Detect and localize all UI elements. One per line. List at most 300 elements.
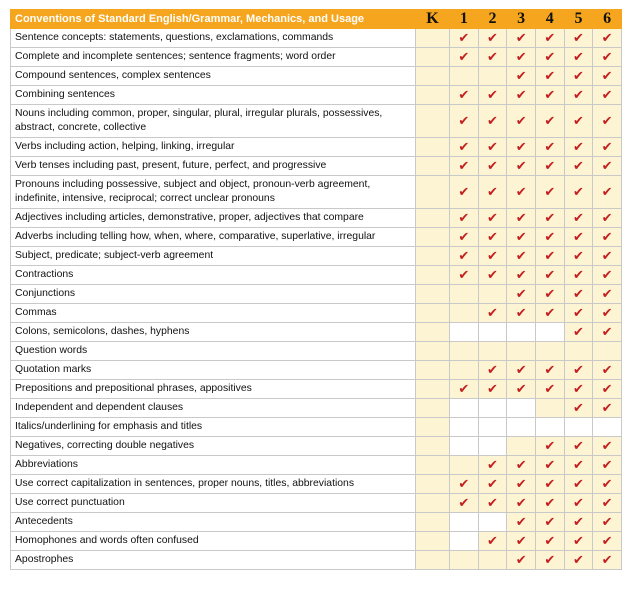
topic-label: Quotation marks	[11, 361, 416, 380]
topic-label: Nouns including common, proper, singular, plural, irregular plurals, possessives, abstract, concrete, collective	[11, 105, 416, 138]
checkmark-icon: ✔	[487, 139, 498, 155]
grade-2-cell	[478, 304, 507, 323]
grade-3-cell	[507, 247, 536, 266]
checkmark-icon: ✔	[515, 457, 527, 473]
table-row	[11, 48, 622, 67]
checkmark-icon: ✔	[515, 476, 527, 492]
topic-label: Use correct capitalization in sentences, proper nouns, titles, abbreviations	[11, 475, 416, 494]
grade-k-header: K	[416, 10, 450, 29]
checkmark-icon: ✔	[544, 552, 556, 568]
topic-label: Colons, semicolons, dashes, hyphens	[11, 323, 416, 342]
checkmark-icon: ✔	[458, 267, 470, 283]
grade-2-cell	[478, 494, 507, 513]
grade-5-cell	[564, 29, 593, 48]
grade-5-cell	[564, 323, 593, 342]
grade-k-cell	[416, 105, 450, 138]
table-row	[11, 418, 622, 437]
grade-4-cell	[535, 361, 564, 380]
checkmark-icon: ✔	[544, 210, 556, 226]
grade-5-cell	[564, 418, 593, 437]
grade-3-cell	[507, 342, 536, 361]
grade-k-cell	[416, 380, 450, 399]
checkmark-icon: ✔	[573, 184, 584, 200]
checkmark-icon: ✔	[515, 286, 527, 302]
checkmark-icon: ✔	[601, 49, 613, 65]
grade-k-cell	[416, 176, 450, 209]
checkmark-icon: ✔	[487, 158, 498, 174]
grade-2-cell	[478, 380, 507, 399]
checkmark-icon: ✔	[515, 552, 527, 568]
grade-5-cell	[564, 342, 593, 361]
grade-3-cell	[507, 323, 536, 342]
table-row	[11, 342, 622, 361]
grade-k-cell	[416, 228, 450, 247]
topic-label: Verbs including action, helping, linking, irregular	[11, 138, 416, 157]
topic-label: Use correct punctuation	[11, 494, 416, 513]
grade-6-cell	[593, 29, 622, 48]
grade-4-cell	[535, 513, 564, 532]
grade-6-cell	[593, 380, 622, 399]
topic-label: Italics/underlining for emphasis and titles	[11, 418, 416, 437]
grade-4-cell	[535, 228, 564, 247]
grade-1-cell	[450, 551, 479, 570]
checkmark-icon: ✔	[544, 476, 556, 492]
grade-4-cell	[535, 456, 564, 475]
checkmark-icon: ✔	[573, 30, 584, 46]
grade-3-cell	[507, 494, 536, 513]
checkmark-icon: ✔	[544, 381, 556, 397]
grade-4-cell	[535, 48, 564, 67]
grade-2-cell	[478, 86, 507, 105]
grade-6-cell	[593, 475, 622, 494]
grade-6-cell	[593, 399, 622, 418]
table-row	[11, 157, 622, 176]
checkmark-icon: ✔	[544, 139, 556, 155]
grade-2-cell	[478, 437, 507, 456]
standards-chart	[10, 9, 622, 570]
checkmark-icon: ✔	[487, 305, 498, 321]
checkmark-icon: ✔	[458, 113, 470, 129]
grade-2-cell	[478, 67, 507, 86]
checkmark-icon: ✔	[544, 305, 556, 321]
grade-6-cell	[593, 209, 622, 228]
checkmark-icon: ✔	[515, 87, 527, 103]
checkmark-icon: ✔	[573, 438, 584, 454]
checkmark-icon: ✔	[573, 476, 584, 492]
checkmark-icon: ✔	[487, 533, 498, 549]
grade-2-header: 2	[478, 10, 507, 29]
grade-3-cell	[507, 380, 536, 399]
grade-4-cell	[535, 157, 564, 176]
topic-label: Conjunctions	[11, 285, 416, 304]
checkmark-icon: ✔	[573, 514, 584, 530]
topic-label: Homophones and words often confused	[11, 532, 416, 551]
grade-6-cell	[593, 86, 622, 105]
grade-4-cell	[535, 86, 564, 105]
checkmark-icon: ✔	[573, 533, 584, 549]
grade-k-cell	[416, 67, 450, 86]
checkmark-icon: ✔	[573, 139, 584, 155]
grade-1-cell	[450, 176, 479, 209]
grade-k-cell	[416, 304, 450, 323]
grade-3-cell	[507, 437, 536, 456]
topic-label: Pronouns including possessive, subject and object, pronoun-verb agreement, indefinite, intensive, reciprocal; correct unclear pronouns	[11, 176, 416, 209]
grade-2-cell	[478, 399, 507, 418]
chart-title: Conventions of Standard English/Grammar, Mechanics, and Usage	[11, 10, 416, 29]
checkmark-icon: ✔	[573, 457, 584, 473]
grade-6-cell	[593, 323, 622, 342]
grade-k-cell	[416, 513, 450, 532]
checkmark-icon: ✔	[601, 139, 613, 155]
checkmark-icon: ✔	[573, 495, 584, 511]
grade-1-cell	[450, 209, 479, 228]
grade-k-cell	[416, 209, 450, 228]
checkmark-icon: ✔	[573, 400, 584, 416]
grade-5-cell	[564, 437, 593, 456]
topic-label: Abbreviations	[11, 456, 416, 475]
grade-3-cell	[507, 67, 536, 86]
table-row	[11, 266, 622, 285]
grade-1-cell	[450, 304, 479, 323]
grade-4-cell	[535, 105, 564, 138]
checkmark-icon: ✔	[544, 248, 556, 264]
grade-2-cell	[478, 532, 507, 551]
grade-4-cell	[535, 266, 564, 285]
checkmark-icon: ✔	[544, 229, 556, 245]
checkmark-icon: ✔	[601, 113, 613, 129]
grade-1-cell	[450, 29, 479, 48]
grade-2-cell	[478, 342, 507, 361]
grade-2-cell	[478, 247, 507, 266]
grade-5-cell	[564, 380, 593, 399]
grade-4-cell	[535, 418, 564, 437]
grade-5-cell	[564, 105, 593, 138]
grade-3-header: 3	[507, 10, 536, 29]
checkmark-icon: ✔	[515, 229, 527, 245]
grade-6-cell	[593, 418, 622, 437]
grade-3-cell	[507, 304, 536, 323]
grade-1-cell	[450, 323, 479, 342]
grade-k-cell	[416, 456, 450, 475]
grade-3-cell	[507, 176, 536, 209]
checkmark-icon: ✔	[515, 210, 527, 226]
grade-4-header: 4	[535, 10, 564, 29]
checkmark-icon: ✔	[544, 68, 556, 84]
grade-4-cell	[535, 551, 564, 570]
grade-k-cell	[416, 138, 450, 157]
checkmark-icon: ✔	[544, 286, 556, 302]
grade-k-cell	[416, 551, 450, 570]
checkmark-icon: ✔	[544, 514, 556, 530]
topic-label: Independent and dependent clauses	[11, 399, 416, 418]
checkmark-icon: ✔	[487, 30, 498, 46]
grade-1-cell	[450, 266, 479, 285]
checkmark-icon: ✔	[458, 248, 470, 264]
grade-6-cell	[593, 48, 622, 67]
checkmark-icon: ✔	[573, 210, 584, 226]
topic-label: Negatives, correcting double negatives	[11, 437, 416, 456]
table-row	[11, 399, 622, 418]
checkmark-icon: ✔	[601, 68, 613, 84]
grade-k-cell	[416, 285, 450, 304]
grade-4-cell	[535, 176, 564, 209]
checkmark-icon: ✔	[458, 139, 470, 155]
grade-k-cell	[416, 361, 450, 380]
checkmark-icon: ✔	[458, 476, 470, 492]
checkmark-icon: ✔	[544, 533, 556, 549]
checkmark-icon: ✔	[573, 362, 584, 378]
checkmark-icon: ✔	[487, 476, 498, 492]
checkmark-icon: ✔	[515, 267, 527, 283]
checkmark-icon: ✔	[458, 210, 470, 226]
checkmark-icon: ✔	[573, 267, 584, 283]
checkmark-icon: ✔	[601, 381, 613, 397]
grade-6-cell	[593, 157, 622, 176]
table-row	[11, 361, 622, 380]
checkmark-icon: ✔	[515, 139, 527, 155]
checkmark-icon: ✔	[573, 113, 584, 129]
grade-3-cell	[507, 475, 536, 494]
grade-6-cell	[593, 285, 622, 304]
grade-4-cell	[535, 437, 564, 456]
table-row	[11, 138, 622, 157]
checkmark-icon: ✔	[458, 229, 470, 245]
checkmark-icon: ✔	[487, 362, 498, 378]
grade-1-cell	[450, 513, 479, 532]
checkmark-icon: ✔	[515, 49, 527, 65]
grade-1-cell	[450, 105, 479, 138]
grade-k-cell	[416, 247, 450, 266]
checkmark-icon: ✔	[601, 267, 613, 283]
checkmark-icon: ✔	[573, 552, 584, 568]
table-row	[11, 29, 622, 48]
table-row	[11, 228, 622, 247]
checkmark-icon: ✔	[515, 362, 527, 378]
grade-3-cell	[507, 285, 536, 304]
grade-5-cell	[564, 513, 593, 532]
checkmark-icon: ✔	[601, 362, 613, 378]
checkmark-icon: ✔	[573, 229, 584, 245]
checkmark-icon: ✔	[487, 381, 498, 397]
topic-label: Subject, predicate; subject-verb agreement	[11, 247, 416, 266]
grade-3-cell	[507, 266, 536, 285]
topic-label: Adverbs including telling how, when, where, comparative, superlative, irregular	[11, 228, 416, 247]
checkmark-icon: ✔	[601, 400, 613, 416]
grade-4-cell	[535, 67, 564, 86]
checkmark-icon: ✔	[573, 87, 584, 103]
grade-1-cell	[450, 418, 479, 437]
checkmark-icon: ✔	[544, 457, 556, 473]
grade-2-cell	[478, 418, 507, 437]
grade-4-cell	[535, 532, 564, 551]
grade-5-cell	[564, 138, 593, 157]
grade-4-cell	[535, 380, 564, 399]
grade-2-cell	[478, 285, 507, 304]
grade-4-cell	[535, 323, 564, 342]
checkmark-icon: ✔	[573, 68, 584, 84]
grade-5-cell	[564, 176, 593, 209]
checkmark-icon: ✔	[544, 49, 556, 65]
grade-4-cell	[535, 304, 564, 323]
grade-5-cell	[564, 304, 593, 323]
grade-6-cell	[593, 105, 622, 138]
grade-6-cell	[593, 247, 622, 266]
grade-5-cell	[564, 456, 593, 475]
checkmark-icon: ✔	[515, 184, 527, 200]
grade-1-cell	[450, 48, 479, 67]
grade-5-cell	[564, 157, 593, 176]
topic-label: Adjectives including articles, demonstrative, proper, adjectives that compare	[11, 209, 416, 228]
checkmark-icon: ✔	[458, 30, 470, 46]
checkmark-icon: ✔	[487, 113, 498, 129]
grade-5-cell	[564, 494, 593, 513]
grade-1-cell	[450, 228, 479, 247]
checkmark-icon: ✔	[601, 476, 613, 492]
checkmark-icon: ✔	[515, 533, 527, 549]
checkmark-icon: ✔	[544, 362, 556, 378]
topic-label: Contractions	[11, 266, 416, 285]
checkmark-icon: ✔	[601, 457, 613, 473]
checkmark-icon: ✔	[544, 87, 556, 103]
grade-5-header: 5	[564, 10, 593, 29]
checkmark-icon: ✔	[601, 533, 613, 549]
grade-1-cell	[450, 285, 479, 304]
table-row	[11, 551, 622, 570]
checkmark-icon: ✔	[487, 184, 498, 200]
checkmark-icon: ✔	[601, 229, 613, 245]
table-row	[11, 380, 622, 399]
checkmark-icon: ✔	[458, 49, 470, 65]
grade-2-cell	[478, 456, 507, 475]
grade-4-cell	[535, 138, 564, 157]
table-row	[11, 86, 622, 105]
grade-2-cell	[478, 513, 507, 532]
grade-5-cell	[564, 475, 593, 494]
grade-4-cell	[535, 247, 564, 266]
checkmark-icon: ✔	[458, 87, 470, 103]
grade-k-cell	[416, 437, 450, 456]
grade-1-cell	[450, 532, 479, 551]
checkmark-icon: ✔	[573, 324, 584, 340]
checkmark-icon: ✔	[458, 495, 470, 511]
grade-2-cell	[478, 323, 507, 342]
header-row	[11, 10, 622, 29]
table-row	[11, 105, 622, 138]
table-row	[11, 513, 622, 532]
topic-label: Compound sentences, complex sentences	[11, 67, 416, 86]
grade-6-cell	[593, 456, 622, 475]
grade-6-cell	[593, 138, 622, 157]
grade-k-cell	[416, 418, 450, 437]
grade-6-cell	[593, 67, 622, 86]
grade-5-cell	[564, 209, 593, 228]
grade-6-cell	[593, 228, 622, 247]
grade-5-cell	[564, 551, 593, 570]
grade-5-cell	[564, 48, 593, 67]
topic-label: Verb tenses including past, present, future, perfect, and progressive	[11, 157, 416, 176]
grade-3-cell	[507, 361, 536, 380]
checkmark-icon: ✔	[487, 457, 498, 473]
table-row	[11, 67, 622, 86]
grade-1-cell	[450, 157, 479, 176]
table-row	[11, 475, 622, 494]
grade-1-cell	[450, 67, 479, 86]
grade-k-cell	[416, 29, 450, 48]
table-row	[11, 437, 622, 456]
checkmark-icon: ✔	[544, 184, 556, 200]
checkmark-icon: ✔	[515, 381, 527, 397]
grade-4-cell	[535, 285, 564, 304]
grade-1-cell	[450, 380, 479, 399]
grade-2-cell	[478, 266, 507, 285]
grade-3-cell	[507, 532, 536, 551]
grade-k-cell	[416, 475, 450, 494]
checkmark-icon: ✔	[515, 158, 527, 174]
checkmark-icon: ✔	[601, 552, 613, 568]
checkmark-icon: ✔	[515, 514, 527, 530]
grade-5-cell	[564, 247, 593, 266]
grade-5-cell	[564, 67, 593, 86]
grade-2-cell	[478, 228, 507, 247]
checkmark-icon: ✔	[601, 158, 613, 174]
grade-2-cell	[478, 361, 507, 380]
checkmark-icon: ✔	[515, 30, 527, 46]
checkmark-icon: ✔	[515, 113, 527, 129]
checkmark-icon: ✔	[601, 438, 613, 454]
checkmark-icon: ✔	[458, 381, 470, 397]
checkmark-icon: ✔	[515, 248, 527, 264]
grade-3-cell	[507, 513, 536, 532]
checkmark-icon: ✔	[601, 514, 613, 530]
grade-1-cell	[450, 399, 479, 418]
grade-1-cell	[450, 138, 479, 157]
grade-3-cell	[507, 157, 536, 176]
grade-5-cell	[564, 532, 593, 551]
checkmark-icon: ✔	[573, 248, 584, 264]
topic-label: Commas	[11, 304, 416, 323]
table-row	[11, 247, 622, 266]
topic-label: Prepositions and prepositional phrases, appositives	[11, 380, 416, 399]
checkmark-icon: ✔	[515, 495, 527, 511]
grade-2-cell	[478, 157, 507, 176]
checkmark-icon: ✔	[487, 210, 498, 226]
checkmark-icon: ✔	[487, 87, 498, 103]
table-row	[11, 494, 622, 513]
checkmark-icon: ✔	[544, 495, 556, 511]
grade-1-cell	[450, 475, 479, 494]
grade-2-cell	[478, 138, 507, 157]
grade-2-cell	[478, 176, 507, 209]
grade-1-cell	[450, 247, 479, 266]
grade-1-cell	[450, 86, 479, 105]
checkmark-icon: ✔	[487, 248, 498, 264]
checkmark-icon: ✔	[515, 305, 527, 321]
topic-label: Combining sentences	[11, 86, 416, 105]
grade-6-cell	[593, 361, 622, 380]
checkmark-icon: ✔	[487, 49, 498, 65]
topic-label: Antecedents	[11, 513, 416, 532]
grade-6-cell	[593, 266, 622, 285]
grade-1-cell	[450, 342, 479, 361]
grade-6-cell	[593, 532, 622, 551]
grade-4-cell	[535, 342, 564, 361]
grade-1-cell	[450, 494, 479, 513]
grade-6-cell	[593, 494, 622, 513]
checkmark-icon: ✔	[573, 305, 584, 321]
topic-label: Sentence concepts: statements, questions, exclamations, commands	[11, 29, 416, 48]
grade-6-cell	[593, 342, 622, 361]
grade-k-cell	[416, 157, 450, 176]
